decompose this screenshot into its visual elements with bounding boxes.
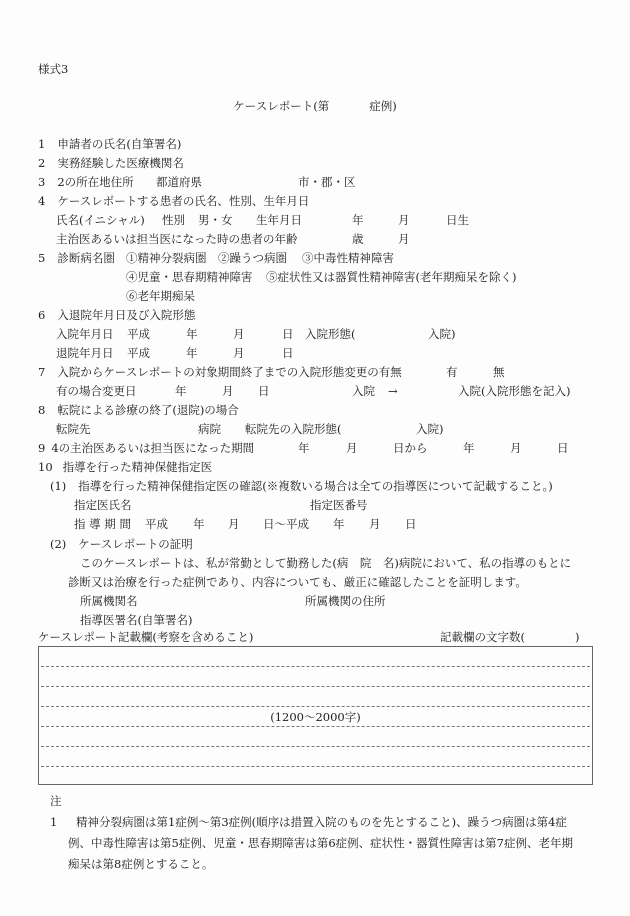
- ruled-line: [41, 706, 590, 707]
- subsection-number: (2): [50, 537, 67, 551]
- institution-name-label: 実務経験した医療機関名: [57, 156, 184, 170]
- item-number: 8: [38, 403, 46, 417]
- transfer-label: 転院による診療の終了(退院)の場合: [57, 403, 239, 417]
- item-number: 2: [38, 156, 46, 170]
- guidance-era: 平成: [145, 517, 168, 531]
- period-from-month: 月: [346, 441, 358, 455]
- admission-era: 平成: [127, 327, 150, 341]
- char-count-close: ): [575, 630, 580, 644]
- diagnosis-option-2[interactable]: ②躁うつ病圏: [218, 251, 287, 265]
- ruled-line: [41, 686, 590, 687]
- period-to-day: 日: [557, 441, 569, 455]
- item-10: [38, 460, 212, 474]
- item-number: 10: [38, 460, 53, 474]
- change-yes-option[interactable]: 有: [446, 365, 458, 379]
- item-number: 1: [38, 137, 46, 151]
- patient-info-label: ケースレポートする患者の氏名、性別、生年月日: [57, 194, 310, 208]
- admission-change-label: 入院からケースレポートの対象期間終了までの入院形態変更の有無: [57, 365, 402, 379]
- certification-text-line-1: このケースレポートは、私が常勤として勤務した(病 院 名)病院において、私の指導のもとに: [80, 556, 572, 570]
- transfer-hospital-label: 病院: [198, 422, 221, 436]
- change-day: 日: [258, 384, 270, 398]
- report-certification-label: ケースレポートの証明: [78, 537, 193, 551]
- arrow-right-icon: →: [388, 384, 398, 398]
- change-month: 月: [222, 384, 234, 398]
- ruled-line: [41, 666, 590, 667]
- diagnosis-option-4[interactable]: ④児童・思春期精神障害: [126, 270, 253, 284]
- change-date-label: 有の場合変更日: [56, 384, 137, 398]
- item-1: [38, 137, 181, 151]
- item-4: [38, 194, 309, 208]
- diagnosis-label: 診断病名圏: [57, 251, 115, 265]
- item-number: 9: [38, 441, 46, 455]
- guidance-from-day: 日～平成: [263, 517, 309, 531]
- discharge-month: 月: [233, 346, 245, 360]
- city-label: 市・郡・区: [298, 175, 356, 189]
- item-number: 6: [38, 308, 46, 322]
- admission-year: 年: [186, 327, 198, 341]
- sex-label: 性別: [162, 213, 185, 227]
- item-2: [38, 156, 184, 170]
- admission-date-label: 入院年月日: [56, 327, 114, 341]
- guidance-from-year: 年: [193, 517, 205, 531]
- admission-day: 日: [282, 327, 294, 341]
- item-number: 5: [38, 251, 46, 265]
- prefecture-label: 都道府県: [156, 175, 202, 189]
- patient-initials-label: 氏名(イニシャル): [56, 213, 145, 227]
- age-months: 月: [398, 232, 410, 246]
- footnote-line-3: 痴呆は第8症例とすること。: [68, 857, 214, 871]
- guidance-to-day: 日: [405, 517, 417, 531]
- age-years: 歳: [352, 232, 364, 246]
- item-number: 3: [38, 175, 46, 189]
- change-from-label: 入院: [352, 384, 375, 398]
- address-label: 2の所在地住所: [57, 175, 134, 189]
- supervising-doctor-label: 指導を行った精神保健指定医: [62, 460, 213, 474]
- dob-month: 月: [398, 213, 410, 227]
- admission-month: 月: [233, 327, 245, 341]
- form-number: 様式3: [38, 62, 69, 76]
- applicant-name-label: 申請者の氏名(自筆署名): [57, 137, 182, 151]
- item-9: [38, 441, 254, 455]
- transfer-type-open: 転院先の入院形態(: [245, 422, 342, 436]
- attending-period-label: 4の主治医あるいは担当医になった期間: [51, 441, 255, 455]
- title-prefix: ケースレポート(第: [233, 99, 330, 113]
- transfer-type-close: 入院): [416, 422, 444, 436]
- dob-day: 日生: [446, 213, 469, 227]
- item-6: [38, 308, 195, 322]
- diagnosis-option-3[interactable]: ③中毒性精神障害: [302, 251, 394, 265]
- change-to-label: 入院(入院形態を記入): [458, 384, 571, 398]
- char-count-open: 記載欄の文字数(: [440, 630, 525, 644]
- period-to-year: 年: [463, 441, 475, 455]
- item-number: 4: [38, 194, 46, 208]
- guidance-to-year: 年: [333, 517, 345, 531]
- change-no-option[interactable]: 無: [493, 365, 505, 379]
- guidance-period-label: 指 導 期 間: [74, 517, 131, 531]
- footnote-line-2: 例、中毒性障害は第5症例、児童・思春期障害は第6症例、症状性・器質性障害は第7症例、老年期: [68, 836, 573, 850]
- guidance-to-month: 月: [369, 517, 381, 531]
- footnote-line-1: 精神分裂病圏は第1症例～第3症例(順序は措置入院のものを先とすること)、躁うつ病圏は第4症: [76, 815, 567, 829]
- report-entry-box[interactable]: [38, 646, 593, 785]
- diagnosis-option-1[interactable]: ①精神分裂病圏: [126, 251, 207, 265]
- discharge-era: 平成: [127, 346, 150, 360]
- subsection-1: [50, 479, 553, 493]
- discharge-day: 日: [282, 346, 294, 360]
- ruled-line: [41, 766, 590, 767]
- item-number: 7: [38, 365, 46, 379]
- period-to-month: 月: [510, 441, 522, 455]
- admission-label: 入退院年月日及び入院形態: [57, 308, 196, 322]
- diagnosis-option-5[interactable]: ⑤症状性又は器質性精神障害(老年期痴呆を除く): [266, 270, 517, 284]
- footnote-marker: 注1: [50, 794, 62, 829]
- diagnosis-option-6[interactable]: ⑥老年期痴呆: [126, 289, 195, 303]
- ruled-line: [41, 726, 590, 727]
- supervisor-signature-label: 指導医署名(自筆署名): [80, 613, 193, 627]
- period-from-day: 日から: [393, 441, 428, 455]
- institution-address-label: 所属機関の住所: [305, 594, 386, 608]
- doctor-confirmation-label: 指導を行った精神保健指定医の確認(※複数いる場合は全ての指導医について記載すること。): [78, 479, 553, 493]
- dob-label: 生年月日: [256, 213, 302, 227]
- admission-type-close: 入院): [428, 327, 456, 341]
- guidance-from-month: 月: [228, 517, 240, 531]
- item-5: [38, 251, 115, 265]
- discharge-date-label: 退院年月日: [56, 346, 114, 360]
- transfer-destination-label: 転院先: [56, 422, 91, 436]
- designated-doctor-name-label: 指定医氏名: [74, 498, 132, 512]
- sex-options[interactable]: 男・女: [198, 213, 233, 227]
- char-range-hint: (1200～2000字): [270, 710, 361, 724]
- item-7: [38, 365, 402, 379]
- title-suffix: 症例): [369, 99, 397, 113]
- footnote: [50, 791, 590, 875]
- report-section-label: ケースレポート記載欄(考察を含めること): [38, 630, 254, 644]
- dob-year: 年: [352, 213, 364, 227]
- document-title: [0, 99, 630, 113]
- institution-name-label: 所属機関名: [80, 594, 138, 608]
- item-3: [38, 175, 134, 189]
- subsection-2: [50, 537, 193, 551]
- item-8: [38, 403, 239, 417]
- change-year: 年: [175, 384, 187, 398]
- designated-doctor-number-label: 指定医番号: [310, 498, 368, 512]
- subsection-number: (1): [50, 479, 67, 493]
- ruled-line: [41, 746, 590, 747]
- discharge-year: 年: [186, 346, 198, 360]
- certification-text-line-2: 診断又は治療を行った症例であり、内容についても、厳正に確認したことを証明します。: [68, 575, 527, 589]
- period-from-year: 年: [298, 441, 310, 455]
- patient-age-label: 主治医あるいは担当医になった時の患者の年齢: [56, 232, 298, 246]
- admission-type-open: 入院形態(: [305, 327, 356, 341]
